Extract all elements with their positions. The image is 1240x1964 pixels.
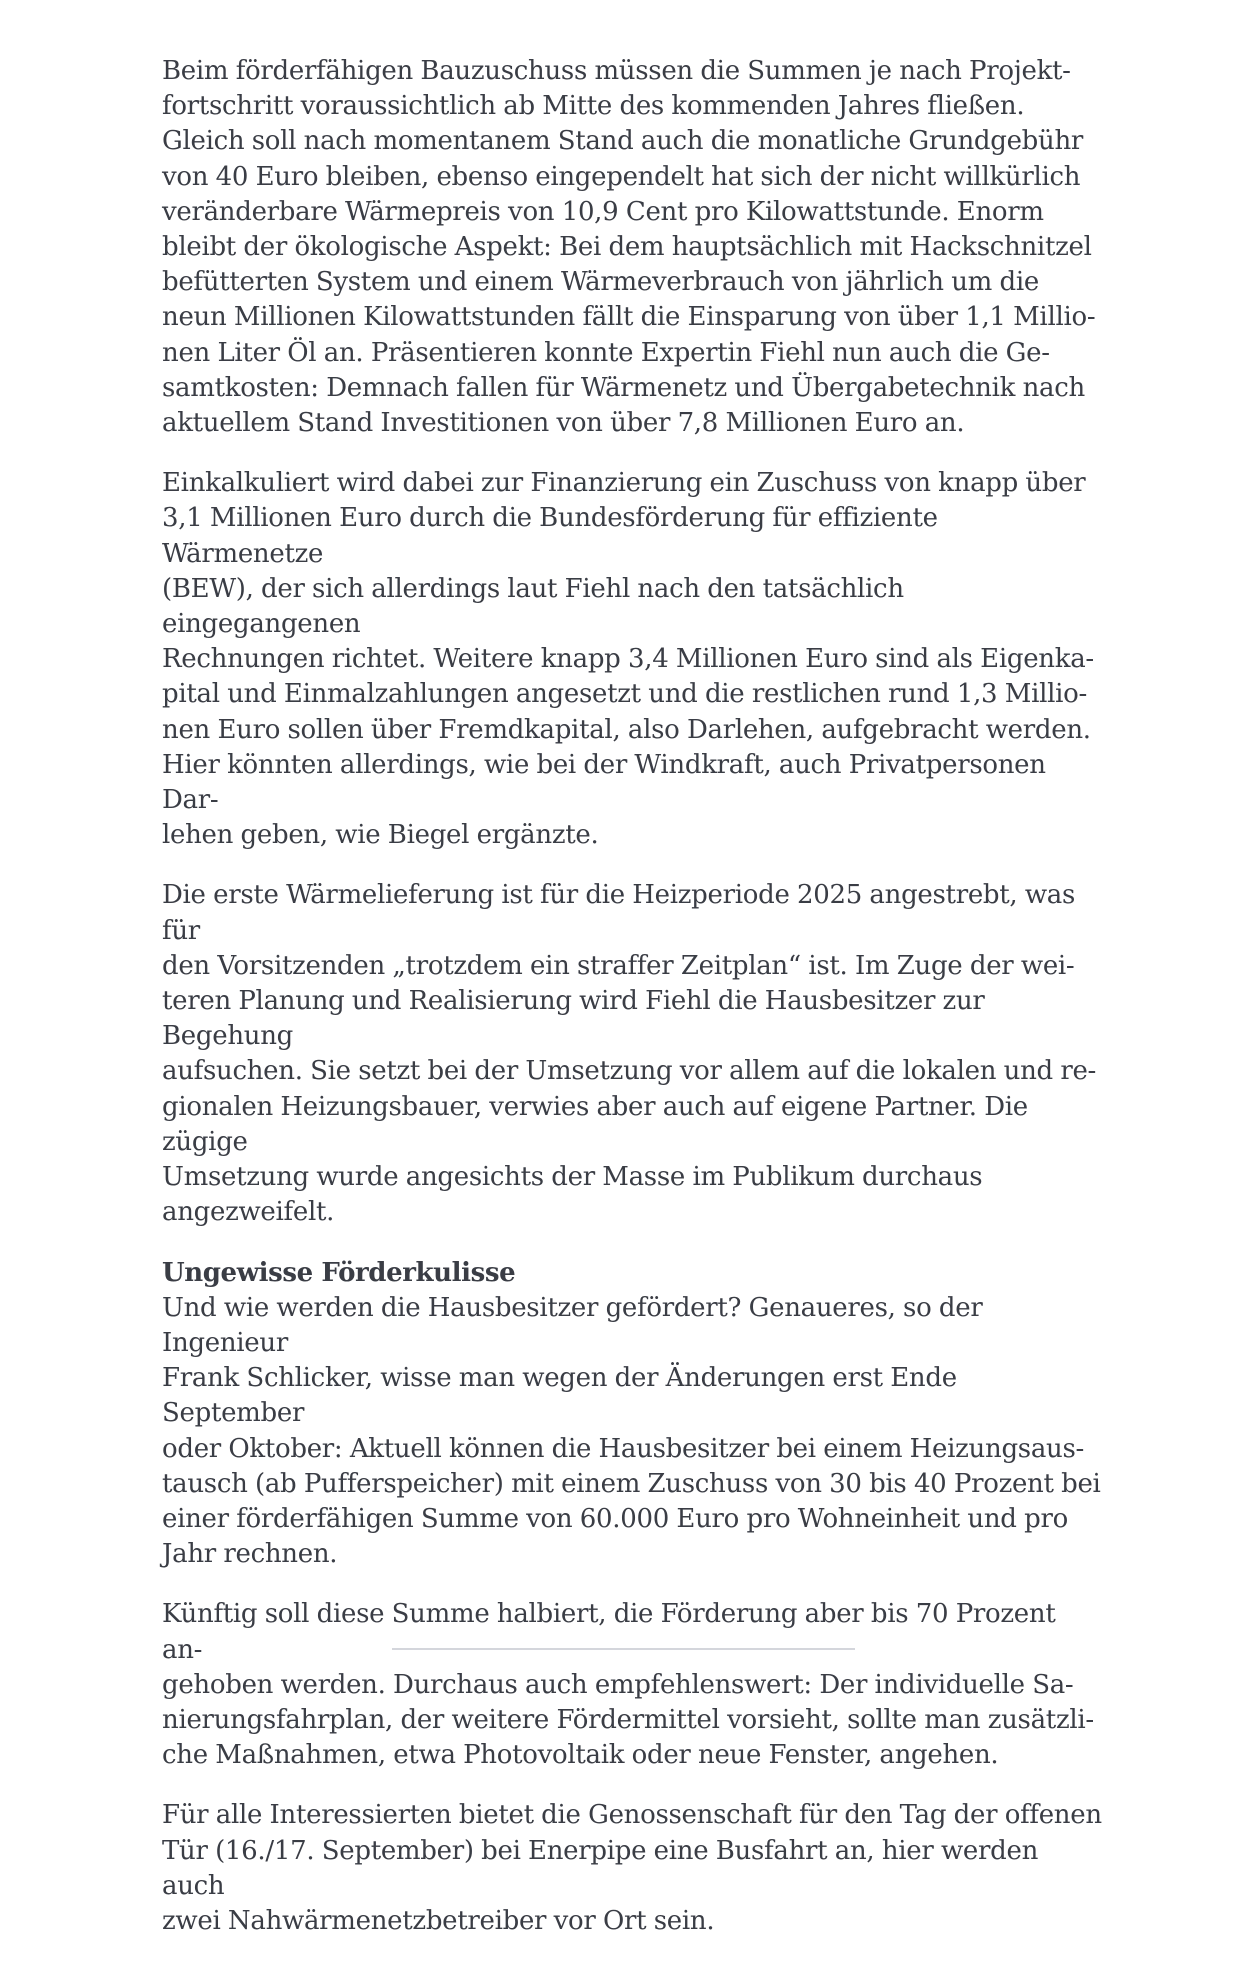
paragraph-waermelieferung: Die erste Wärmelieferung ist für die Heizperiode 2025 angestrebt, was für den Vorsitzenden „trotzdem ein straffer Zeitplan“ ist. Im Zuge der wei- teren Planung und Realisierung wird Fiehl die Hausbesitzer zur Begehung aufsuchen. Sie setzt bei der Umsetzung vor allem auf die lokalen und re- gionalen Heizungsbauer, verwies aber auch auf eigene Partner. Die zügige Umsetzung wurde angesichts der Masse im Publikum durchaus angezweifelt.	[162, 880, 1097, 1228]
paragraph-hausbesitzer-foerderung: Und wie werden die Hausbesitzer gefördert? Genaueres, so der Ingenieur Frank Schlicker, wisse man wegen der Änderungen erst Ende September oder Oktober: Aktuell können die Hausbesitzer bei einem Heizungsaus- tausch (ab Pufferspeicher) mit einem Zuschuss von 30 bis 40 Prozent bei einer förderfähigen Summe von 60.000 Euro pro Wohneinheit und pro Jahr rechnen.	[162, 1292, 1101, 1570]
paragraph-finanzierung: Einkalkuliert wird dabei zur Finanzierung ein Zuschuss von knapp über 3,1 Millionen Euro durch die Bundesförderung für effiziente Wärmenetze (BEW), der sich allerdings laut Fiehl nach den tatsächlich eingegangenen Rechnungen richtet. Weitere knapp 3,4 Millionen Euro sind als Eigenka- pital und Einmalzahlungen angesetzt und die restlichen rund 1,3 Millio- nen Euro sollen über Fremdkapital, also Darlehen, aufgebracht werden. Hier könnten allerdings, wie bei der Windkraft, auch Privatpersonen Dar- lehen geben, wie Biegel ergänzte.	[162, 468, 1094, 851]
end-divider	[392, 1648, 855, 1650]
paragraph-tag-der-offenen-tuer: Für alle Interessierten bietet die Genossenschaft für den Tag der offenen Tür (16./17. September) bei Enerpipe eine Busfahrt an, hier werden auch zwei Nahwärmenetzbetreiber vor Ort sein.	[162, 1800, 1102, 1936]
paragraph-kuenftige-foerderung: Künftig soll diese Summe halbiert, die Förderung aber bis 70 Prozent an- gehoben werden. Durchaus auch empfehlenswert: Der individuelle Sa- nierungsfahrplan, der weitere Fördermittel vorsieht, sollte man zusätzli- che Maßnahmen, etwa Photovoltaik oder neue Fenster, angehen.	[162, 1599, 1094, 1771]
subheading-foerderkulisse: Ungewisse Förderkulisse	[162, 1257, 516, 1288]
article-body	[162, 54, 1102, 1964]
paragraph-bauzuschuss: Beim förderfähigen Bauzuschuss müssen die Summen je nach Projekt- fortschritt voraussichtlich ab Mitte des kommenden Jahres fließen. Gleich soll nach momentanem Stand auch die monatliche Grundgebühr von 40 Euro bleiben, ebenso eingependelt hat sich der nicht willkürlich veränderbare Wärmepreis von 10,9 Cent pro Kilowattstunde. Enorm bleibt der ökologische Aspekt: Bei dem hauptsächlich mit Hackschnitzel befütterten System und einem Wärmeverbrauch von jährlich um die neun Millionen Kilowattstunden fällt die Einsparung von über 1,1 Millio- nen Liter Öl an. Präsentieren konnte Expertin Fiehl nun auch die Ge- samtkosten: Demnach fallen für Wärmenetz und Übergabetechnik nach aktuellem Stand Investitionen von über 7,8 Millionen Euro an.	[162, 56, 1096, 439]
